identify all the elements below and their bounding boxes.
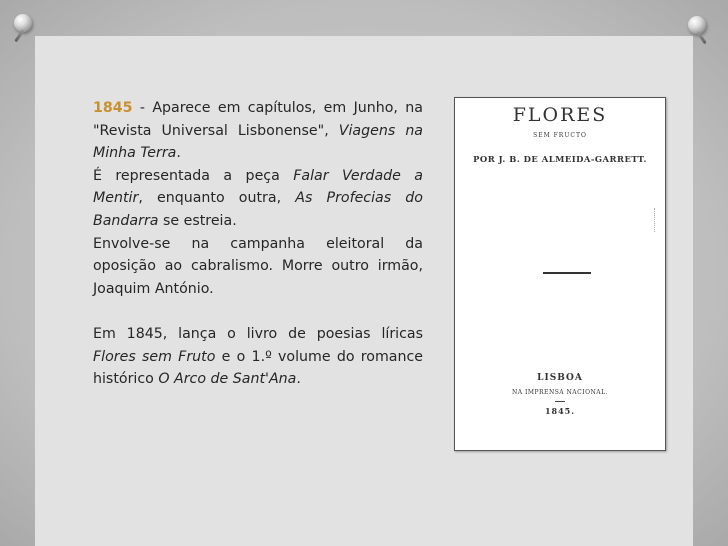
- thumbtack-icon: [682, 12, 714, 50]
- text-span: se estreia.: [158, 212, 237, 229]
- paragraph-4: [93, 323, 423, 391]
- work-title: Falar Verdade a Mentir: [93, 167, 424, 207]
- book-dash: [555, 401, 565, 402]
- work-title: Viagens na Minha Terra: [93, 122, 423, 162]
- paragraph-gap: [93, 300, 423, 323]
- work-title: O Arco de Sant'Ana: [158, 371, 297, 388]
- book-press: NA IMPRENSA NACIONAL.: [512, 389, 608, 396]
- thumbtack-pin: [696, 31, 706, 44]
- book-city: LISBOA: [537, 373, 583, 383]
- text-span: Em 1845, lança o livro de poesias líricas: [93, 325, 423, 342]
- text-span: e o 1.º volume do romance histórico: [93, 348, 423, 388]
- book-subtitle: SEM FRUCTO: [533, 132, 587, 139]
- paragraph-3: Envolve-se na campanha eleitoral da oposição ao cabralismo. Morre outro irmão, Joaquim António.: [93, 235, 423, 297]
- thumbtack-pin: [14, 29, 24, 42]
- book-title-page-image: [454, 97, 666, 451]
- paragraph-2: [93, 165, 423, 233]
- text-span: , enquanto outra,: [138, 190, 296, 207]
- text-span: - Aparece em capítulos, em Junho, na "Revista Universal Lisbonense",: [93, 100, 423, 139]
- ornament-rule: [543, 272, 591, 274]
- page-edge-mark: [654, 208, 665, 232]
- book-author: POR J. B. DE ALMEIDA-GARRETT.: [473, 154, 647, 164]
- body-text: [93, 97, 423, 391]
- thumbtack-icon: [8, 10, 40, 48]
- work-title: As Profecias do Bandarra: [93, 190, 423, 229]
- book-title: FLORES: [512, 104, 608, 126]
- text-span: .: [176, 145, 181, 162]
- text-span: .: [296, 371, 301, 388]
- book-year: 1845.: [544, 406, 576, 416]
- year-highlight: 1845: [93, 100, 133, 116]
- work-title: Flores sem Fruto: [93, 348, 216, 365]
- text-span: É representada a peça: [93, 167, 294, 184]
- paragraph-1: [93, 97, 423, 165]
